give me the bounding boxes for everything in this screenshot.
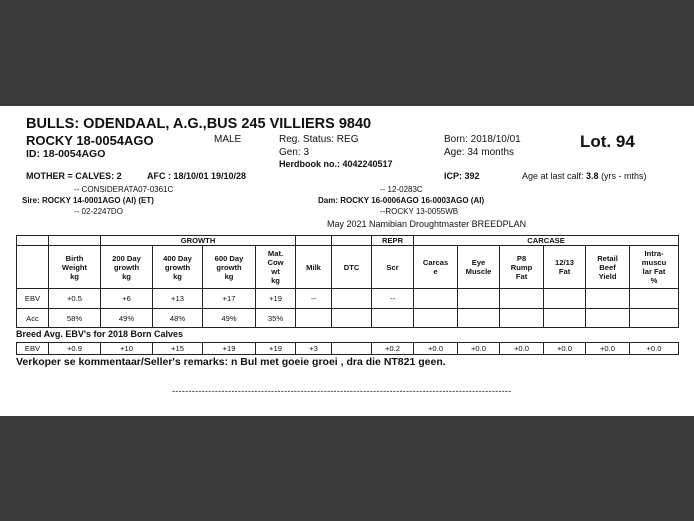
growth-group: GROWTH (101, 236, 296, 246)
breed-avg-cell: +19 (256, 343, 296, 355)
herdbook-number: Herdbook no.: 4042240517 (279, 159, 393, 169)
mother-calves: MOTHER = CALVES: 2 (26, 171, 122, 181)
acc-cell: 49% (203, 309, 256, 328)
age-last-calf-label: Age at last calf: (522, 171, 587, 181)
age-last-calf-value: 3.8 (586, 171, 599, 181)
acc-row-label: Acc (17, 309, 49, 328)
acc-cell (332, 309, 372, 328)
separator-dashes: ------------------------------------------------------------------------------------------------------- (172, 386, 512, 396)
corner-cell (17, 246, 49, 289)
breed-avg-row (17, 343, 679, 355)
column-header: Birth Weight kg (49, 246, 101, 289)
sex: MALE (214, 134, 242, 145)
column-header: 400 Day growth kg (153, 246, 203, 289)
acc-cell (414, 309, 458, 328)
sale-catalogue-sheet (0, 106, 694, 416)
ebv-cell (332, 289, 372, 309)
acc-cell (296, 309, 332, 328)
column-header-row (17, 246, 679, 289)
breed-avg-cell: +0.0 (544, 343, 586, 355)
ebv-cell: +19 (256, 289, 296, 309)
lot-number: Lot. 94 (580, 132, 635, 151)
generation: Gen: 3 (279, 147, 310, 158)
breed-avg-label: EBV (17, 343, 49, 355)
column-header: Retail Beef Yield (586, 246, 630, 289)
ebv-table (16, 235, 679, 328)
acc-cell: 35% (256, 309, 296, 328)
breed-avg-cell: +0.2 (372, 343, 414, 355)
dtc-group-cell (332, 236, 372, 246)
column-header: Milk (296, 246, 332, 289)
ebv-cell (500, 289, 544, 309)
animal-id: ID: 18-0054AGO (26, 148, 106, 160)
sire: Sire: ROCKY 14-0001AGO (AI) (ET) (22, 196, 154, 205)
column-header: Eye Muscle (458, 246, 500, 289)
age-last-calf (522, 171, 647, 181)
breed-avg-cell: +3 (296, 343, 332, 355)
breed-avg-table (16, 342, 679, 355)
ebv-cell: +17 (203, 289, 256, 309)
dam: Dam: ROCKY 16-0006AGO 16-0003AGO (AI) (318, 196, 485, 205)
ebv-cell (414, 289, 458, 309)
column-header: Mat. Cow wt kg (256, 246, 296, 289)
dam-dam: --ROCKY 13-0055WB (380, 207, 459, 216)
ebv-cell (544, 289, 586, 309)
ebv-cell: -- (296, 289, 332, 309)
repr-group: REPR (372, 236, 414, 246)
breeder-title: BULLS: ODENDAAL, A.G.,BUS 245 VILLIERS 9840 (26, 116, 372, 132)
breed-avg-cell: +15 (153, 343, 203, 355)
seller-remarks: Verkoper se kommentaar/Seller's remarks: n Bul met goeie groei , dra die NT821 geen. (16, 356, 446, 368)
birth-group-cell (49, 236, 101, 246)
breed-avg-cell: +19 (203, 343, 256, 355)
breed-avg-cell: +0.0 (586, 343, 630, 355)
column-header: Intra- muscu lar Fat % (630, 246, 679, 289)
ebv-cell (458, 289, 500, 309)
group-header-row (17, 236, 679, 246)
ebv-cell: -- (372, 289, 414, 309)
age-last-calf-unit: (yrs - mths) (598, 171, 647, 181)
born-date: Born: 2018/10/01 (444, 134, 521, 145)
sire-dam: -- 02-2247DO (74, 207, 123, 216)
acc-cell (544, 309, 586, 328)
acc-cell: 48% (153, 309, 203, 328)
acc-cell (586, 309, 630, 328)
column-header: P8 Rump Fat (500, 246, 544, 289)
column-header: DTC (332, 246, 372, 289)
breed-avg-cell (332, 343, 372, 355)
milk-group-cell (296, 236, 332, 246)
carcase-group: CARCASE (414, 236, 679, 246)
dam-sire: -- 12-0283C (380, 185, 423, 194)
afc: AFC : 18/10/01 19/10/28 (147, 171, 247, 181)
icp: ICP: 392 (444, 171, 480, 181)
column-header: 200 Day growth kg (101, 246, 153, 289)
acc-row (17, 309, 679, 328)
breed-avg-cell: +0.0 (500, 343, 544, 355)
column-header: Scr (372, 246, 414, 289)
column-header: 12/13 Fat (544, 246, 586, 289)
breed-avg-cell: +10 (101, 343, 153, 355)
breed-avg-title: Breed Avg. EBV's for 2018 Born Calves (16, 329, 184, 339)
column-header: 600 Day growth kg (203, 246, 256, 289)
acc-cell: 58% (49, 309, 101, 328)
ebv-row-label: EBV (17, 289, 49, 309)
ebv-row (17, 289, 679, 309)
ebv-cell: +13 (153, 289, 203, 309)
ebv-cell: +0.5 (49, 289, 101, 309)
column-header: Carcas e (414, 246, 458, 289)
ebv-cell: +6 (101, 289, 153, 309)
sire-sire: -- CONSIDERATA07-0361C (74, 185, 174, 194)
breedplan-title: May 2021 Namibian Droughtmaster BREEDPLAN (327, 219, 527, 229)
acc-cell (630, 309, 679, 328)
corner-cell (17, 236, 49, 246)
reg-status: Reg. Status: REG (279, 134, 359, 145)
ebv-cell (630, 289, 679, 309)
breed-avg-cell: +0.0 (458, 343, 500, 355)
acc-cell (458, 309, 500, 328)
breed-avg-cell: +0.0 (414, 343, 458, 355)
ebv-cell (586, 289, 630, 309)
acc-cell (372, 309, 414, 328)
animal-name: ROCKY 18-0054AGO (26, 133, 154, 148)
age: Age: 34 months (444, 147, 515, 158)
acc-cell: 49% (101, 309, 153, 328)
acc-cell (500, 309, 544, 328)
breed-avg-cell: +0.9 (49, 343, 101, 355)
breed-avg-cell: +0.0 (630, 343, 679, 355)
